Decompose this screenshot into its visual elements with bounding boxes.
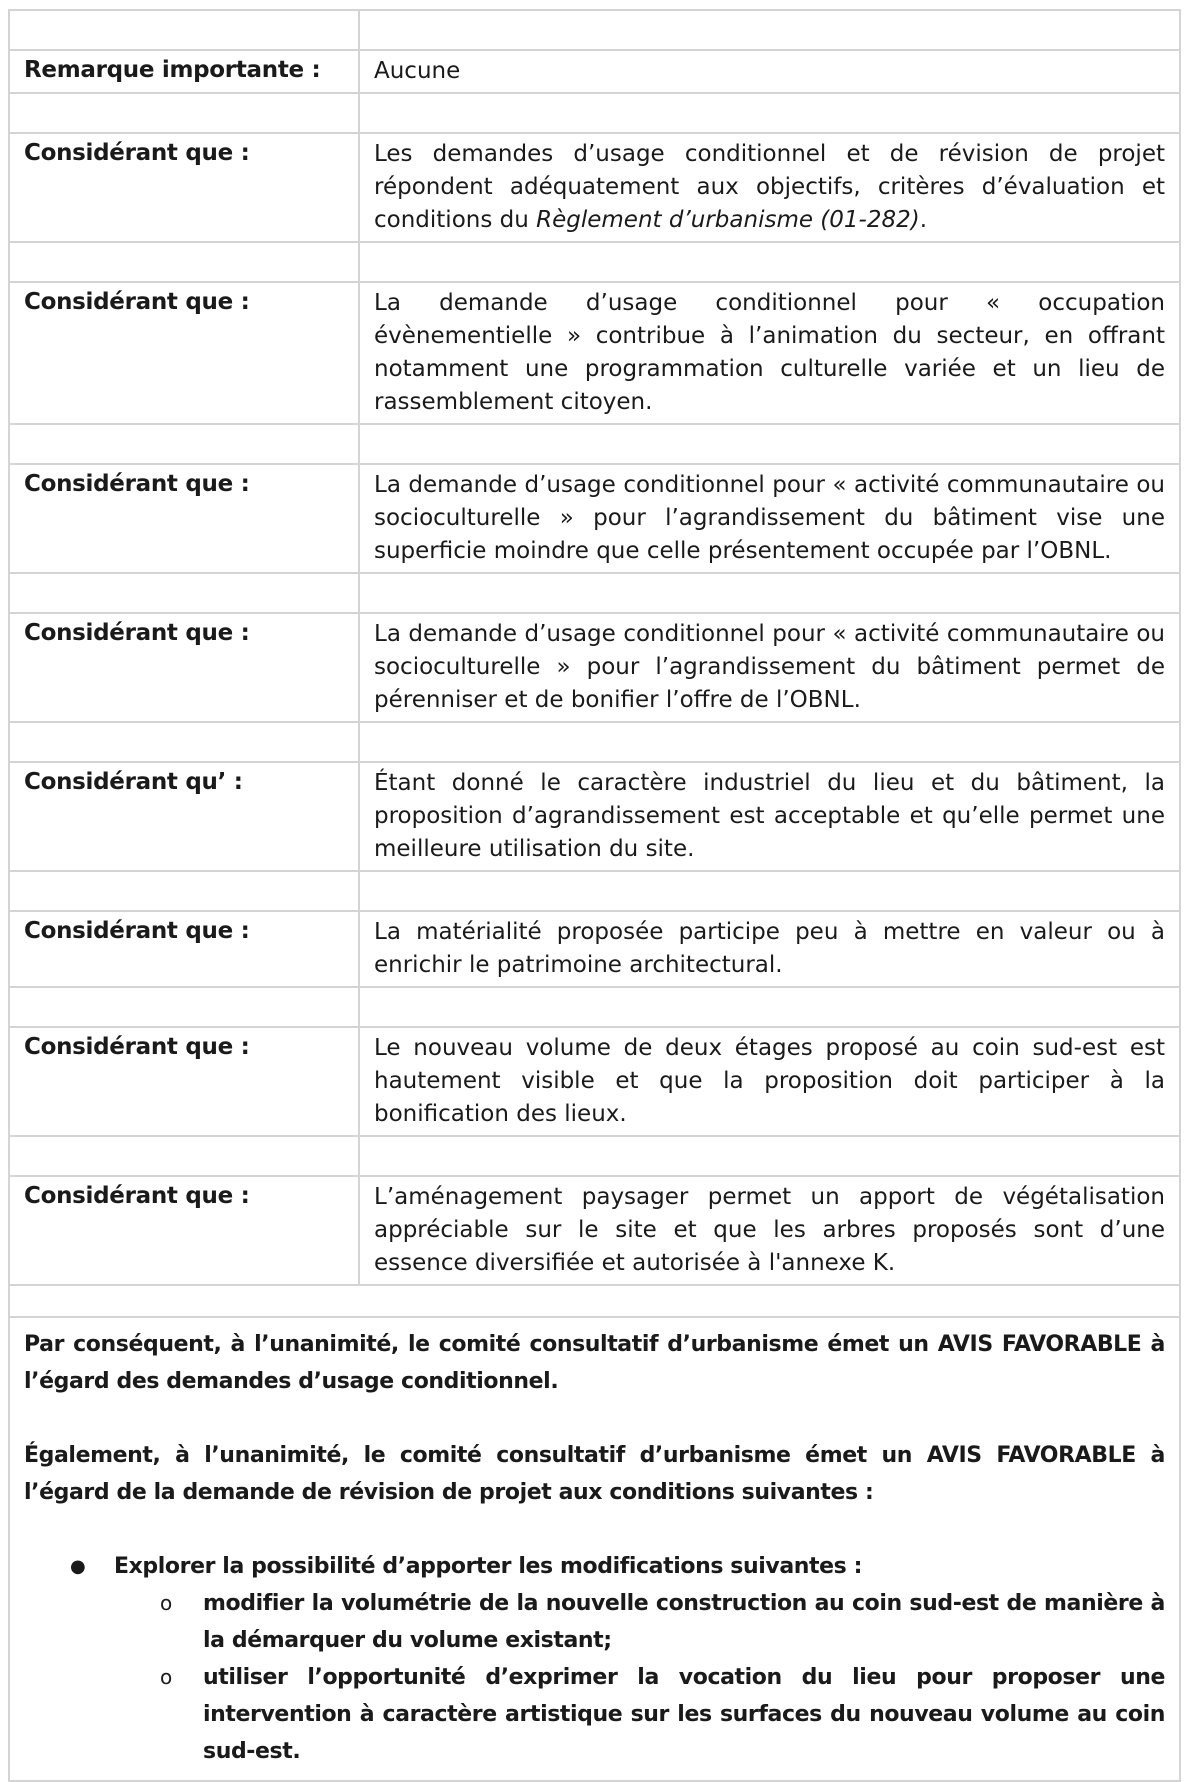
spacer-cell xyxy=(9,424,359,464)
conditions-list xyxy=(24,1548,1165,1770)
spacer-cell xyxy=(9,1285,1180,1317)
circle-bullet-icon: o xyxy=(160,1665,172,1689)
bullet-icon: ● xyxy=(70,1556,86,1577)
table-row-considerant xyxy=(9,762,1180,871)
spacer-cell xyxy=(359,93,1180,133)
sub-conditions-list xyxy=(114,1585,1165,1770)
row-label: Considérant que : xyxy=(9,133,359,242)
table-row-spacer xyxy=(9,93,1180,133)
table-row-considerant xyxy=(9,282,1180,424)
table-row-spacer xyxy=(9,871,1180,911)
document-page xyxy=(8,9,1181,1782)
row-text: La demande d’usage conditionnel pour « activité communautaire ou socioculturelle » pour l’agrandissement du bâtiment permet de pérenniser et de bonifier l’offre de l’OBNL. xyxy=(359,613,1180,722)
table-row-spacer xyxy=(9,573,1180,613)
table-row-spacer xyxy=(9,1136,1180,1176)
label-cell-empty xyxy=(9,10,359,50)
table-row-remarque xyxy=(9,50,1180,93)
table-row-spacer xyxy=(9,424,1180,464)
spacer-cell xyxy=(9,573,359,613)
table-row-considerant xyxy=(9,1027,1180,1136)
row-label: Considérant que : xyxy=(9,1176,359,1285)
conclusion-paragraph-2: Également, à l’unanimité, le comité consultatif d’urbanisme émet un AVIS FAVORABLE à l’égard de la demande de révision de projet aux conditions suivantes : xyxy=(24,1443,1165,1505)
row-label: Remarque importante : xyxy=(9,50,359,93)
circle-bullet-icon: o xyxy=(160,1591,172,1615)
table-row-spacer xyxy=(9,722,1180,762)
sub-list-item xyxy=(114,1659,1165,1770)
sub-list-item-text: modifier la volumétrie de la nouvelle construction au coin sud-est de manière à la démarquer du volume existant; xyxy=(203,1591,1165,1653)
row-label: Considérant que : xyxy=(9,1027,359,1136)
row-text xyxy=(359,133,1180,242)
spacer-cell xyxy=(359,573,1180,613)
value-cell-empty xyxy=(359,10,1180,50)
blank-line xyxy=(24,1400,1165,1437)
spacer-cell xyxy=(9,987,359,1027)
considerations-table xyxy=(8,9,1181,1782)
row-label: Considérant que : xyxy=(9,464,359,573)
row-label: Considérant que : xyxy=(9,282,359,424)
row-text-main: Les demandes d’usage conditionnel et de révision de projet répondent adéquatement aux objectifs, critères d’évaluation et conditions du xyxy=(374,141,1165,233)
table-row-considerant xyxy=(9,1176,1180,1285)
list-item xyxy=(24,1548,1165,1770)
row-text: La demande d’usage conditionnel pour « activité communautaire ou socioculturelle » pour l’agrandissement du bâtiment vise une superficie moindre que celle présentement occupée par l’OBNL. xyxy=(359,464,1180,573)
table-row-considerant xyxy=(9,911,1180,987)
table-row-spacer xyxy=(9,987,1180,1027)
spacer-cell xyxy=(9,242,359,282)
row-label: Considérant que : xyxy=(9,911,359,987)
table-row-spacer xyxy=(9,242,1180,282)
table-row-considerant xyxy=(9,133,1180,242)
regulation-title: Règlement d’urbanisme (01-282) xyxy=(536,207,920,233)
spacer-cell xyxy=(359,242,1180,282)
row-label: Considérant qu’ : xyxy=(9,762,359,871)
spacer-cell xyxy=(359,871,1180,911)
row-text: Le nouveau volume de deux étages proposé au coin sud-est est hautement visible et que la proposition doit participer à la bonification des lieux. xyxy=(359,1027,1180,1136)
spacer-cell xyxy=(359,424,1180,464)
sub-list-item xyxy=(114,1585,1165,1659)
table-row-considerant xyxy=(9,464,1180,573)
conclusion-paragraph-1: Par conséquent, à l’unanimité, le comité consultatif d’urbanisme émet un AVIS FAVORABLE à l’égard des demandes d’usage conditionnel. xyxy=(24,1332,1165,1394)
table-row-considerant xyxy=(9,613,1180,722)
spacer-cell xyxy=(359,722,1180,762)
sub-list-item-text: utiliser l’opportunité d’exprimer la vocation du lieu pour proposer une intervention à caractère artistique sur les surfaces du nouveau volume au coin sud-est. xyxy=(203,1665,1165,1764)
row-text: La demande d’usage conditionnel pour « occupation évènementielle » contribue à l’animation du secteur, en offrant notamment une programmation culturelle variée et un lieu de rassemblement citoyen. xyxy=(359,282,1180,424)
spacer-cell xyxy=(359,1136,1180,1176)
table-row-spacer xyxy=(9,1285,1180,1317)
spacer-cell xyxy=(9,871,359,911)
conclusion-cell xyxy=(9,1317,1180,1781)
table-row-conclusion xyxy=(9,1317,1180,1781)
row-text: La matérialité proposée participe peu à mettre en valeur ou à enrichir le patrimoine architectural. xyxy=(359,911,1180,987)
row-label: Considérant que : xyxy=(9,613,359,722)
row-text-end: . xyxy=(919,207,928,233)
list-item-text: Explorer la possibilité d’apporter les modifications suivantes : xyxy=(114,1554,863,1579)
table-row-blank xyxy=(9,10,1180,50)
row-text: L’aménagement paysager permet un apport de végétalisation appréciable sur le site et que les arbres proposés sont d’une essence diversifiée et autorisée à l'annexe K. xyxy=(359,1176,1180,1285)
row-text: Étant donné le caractère industriel du lieu et du bâtiment, la proposition d’agrandissement est acceptable et qu’elle permet une meilleure utilisation du site. xyxy=(359,762,1180,871)
spacer-cell xyxy=(9,93,359,133)
row-text: Aucune xyxy=(359,50,1180,93)
spacer-cell xyxy=(9,722,359,762)
blank-line xyxy=(24,1511,1165,1548)
spacer-cell xyxy=(359,987,1180,1027)
spacer-cell xyxy=(9,1136,359,1176)
